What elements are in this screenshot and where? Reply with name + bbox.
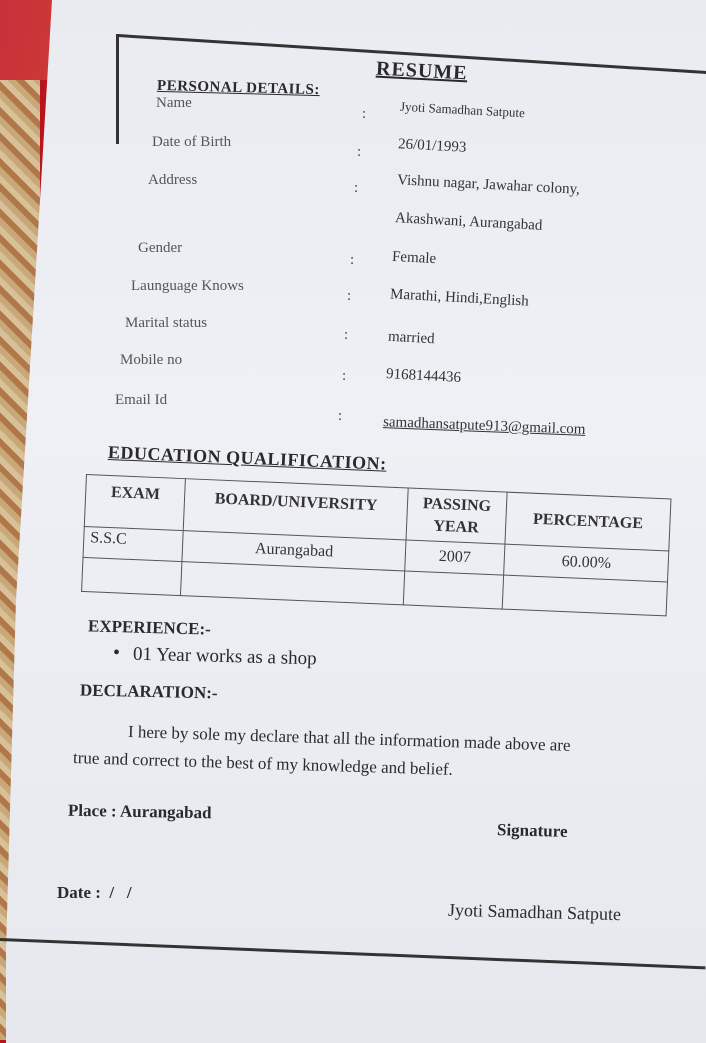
personal-details-heading: PERSONAL DETAILS: <box>156 77 321 99</box>
language-colon: : <box>347 288 352 304</box>
date-label: Date : / / <box>57 883 132 902</box>
header-percentage: PERCENTAGE <box>505 492 671 551</box>
name-colon: : <box>362 106 367 122</box>
name-label: Name <box>156 95 192 111</box>
cell-empty <box>82 557 183 595</box>
place-label: Place : Aurangabad <box>67 800 212 823</box>
cell-year: 2007 <box>404 540 505 574</box>
gender-value: Female <box>391 248 437 268</box>
marital-colon: : <box>344 327 349 343</box>
declaration-line2: true and correct to the best of my knowledge and belief. <box>72 748 454 779</box>
cell-empty <box>502 575 667 616</box>
dob-value: 26/01/1993 <box>397 136 467 156</box>
experience-item: 01 Year works as a shop <box>132 643 317 670</box>
dob-label: Date of Birth <box>152 134 232 150</box>
mobile-label: Mobile no <box>120 352 183 368</box>
signatory-name: Jyoti Samadhan Satpute <box>447 899 622 925</box>
marital-value: married <box>387 328 436 348</box>
language-label: Launguage Knows <box>131 278 244 294</box>
education-table <box>81 474 671 616</box>
experience-heading: EXPERIENCE:- <box>87 616 212 639</box>
header-exam: EXAM <box>84 475 186 532</box>
bullet-icon: • <box>113 642 121 664</box>
email-label: Email Id <box>115 392 168 408</box>
mobile-value: 9168144436 <box>385 366 462 386</box>
language-value: Marathi, Hindi,English <box>389 286 530 310</box>
name-value: Jyoti Samadhan Satpute <box>399 98 526 121</box>
education-heading: EDUCATION QUALIFICATION: <box>107 442 388 474</box>
declaration-heading: DECLARATION:- <box>79 680 218 703</box>
mobile-colon: : <box>342 368 347 384</box>
address-colon: : <box>354 180 359 196</box>
email-colon: : <box>338 408 343 424</box>
email-value[interactable]: samadhansatpute913@gmail.com <box>382 414 586 438</box>
cell-exam: S.S.C <box>83 527 184 561</box>
address-label: Address <box>148 172 198 188</box>
marital-label: Marital status <box>125 315 208 331</box>
gender-colon: : <box>350 252 355 268</box>
dob-colon: : <box>357 144 362 160</box>
header-board: BOARD/UNIVERSITY <box>184 479 408 541</box>
declaration-line1: I here by sole my declare that all the information made above are <box>127 722 571 755</box>
address-value-line2: Akashwani, Aurangabad <box>394 210 543 234</box>
gender-label: Gender <box>138 240 183 256</box>
signature-label: Signature <box>496 820 568 841</box>
resume-title: RESUME <box>375 57 469 85</box>
cell-percentage: 60.00% <box>504 545 669 582</box>
header-passing-year: PASSING YEAR <box>406 488 508 545</box>
cell-board: Aurangabad <box>182 531 405 571</box>
cell-empty <box>403 571 504 609</box>
address-value-line1: Vishnu nagar, Jawahar colony, <box>396 172 581 198</box>
